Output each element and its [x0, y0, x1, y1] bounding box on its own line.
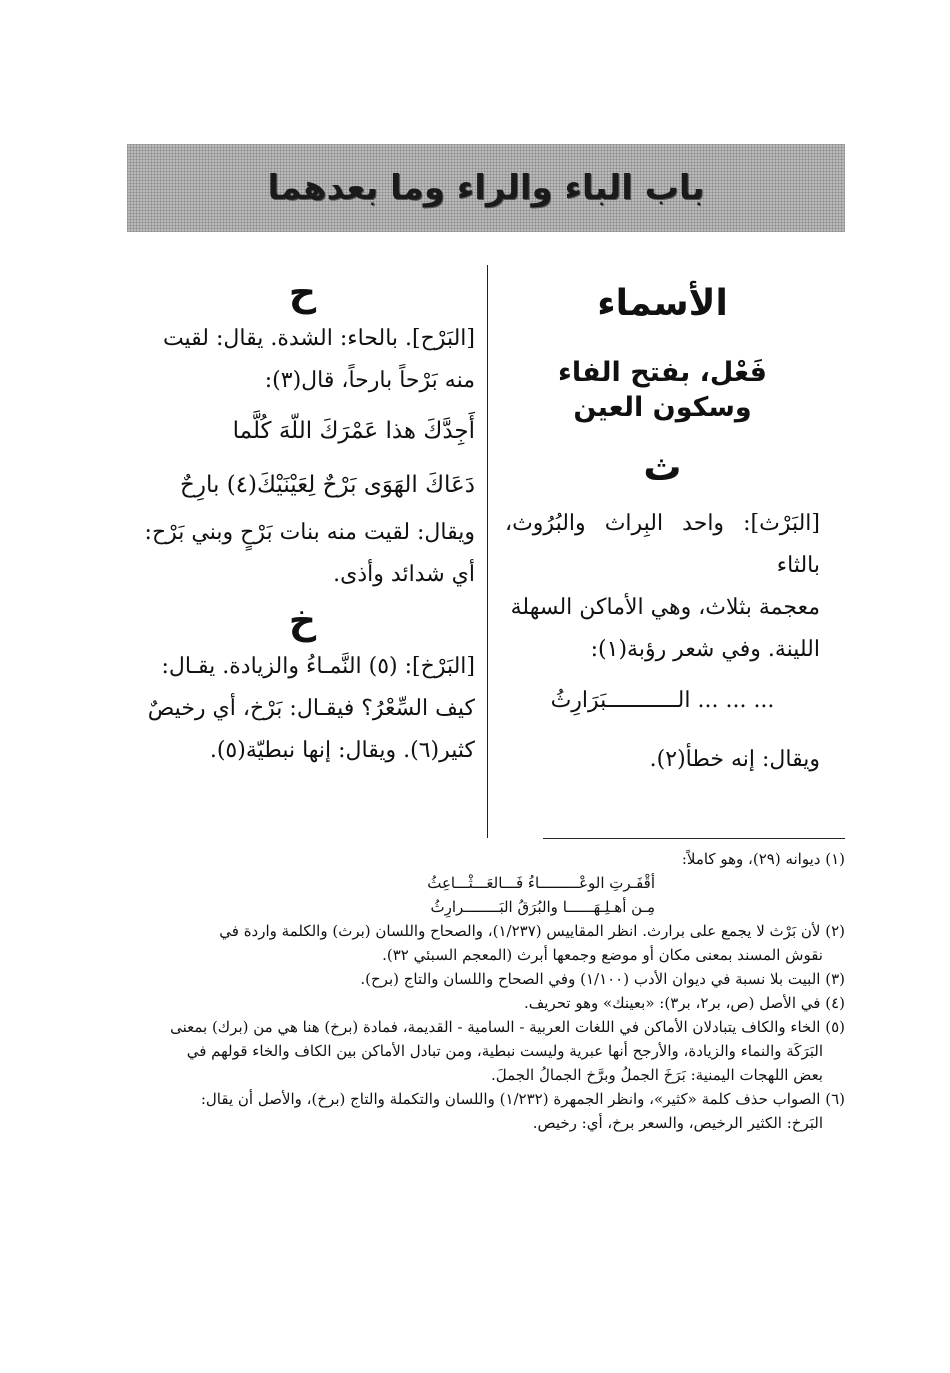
- footnote-5-continued: بعض اللهجات اليمنية: بَرَخَ الجملُ وبرَّخ الجمالُ الجملَ.: [491, 1066, 823, 1084]
- letter-heading-tha: ث: [643, 445, 682, 490]
- entry-closing: ويقال: إنه خطأ(٢).: [649, 747, 820, 773]
- entry-line: منه بَرْحاً بارحاً، قال(٣):: [264, 367, 475, 393]
- entry-line: كثير(٦). ويقال: إنها نبطيّة(٥).: [209, 737, 475, 763]
- letter-heading-kha: خ: [288, 597, 317, 642]
- footnote-4: (٤) في الأصل (ص، بر٢، بر٣): «بعينك» وهو تحريف.: [524, 994, 845, 1012]
- footnote-verse: مِـن أهـلِـهَــــــا والبُرَقُ البَــــــــرارِثُ: [430, 898, 655, 916]
- footnote-5-continued: البَرَكَة والنماء والزيادة، والأرجح أنها عبرية وليست نبطية، ومن تبادل الأماكن بين الكاف والخاء قولهم في: [186, 1042, 823, 1060]
- entry-line: اللينة. وفي شعر رؤبة(١):: [590, 637, 820, 663]
- chapter-banner: [127, 144, 845, 232]
- section-heading: الأسماء: [597, 283, 728, 324]
- entry-line: [البَرْث]: واحد البِراث والبُرُوث، بالثاء: [505, 511, 820, 579]
- footnote-6: (٦) الصواب حذف كلمة «كثير»، وانظر الجمهرة (١/٢٣٢) واللسان والتكملة والتاج (برخ)، والأصل أن يقال:: [200, 1090, 845, 1108]
- footnotes: [135, 847, 845, 1135]
- right-column: [505, 282, 820, 781]
- chapter-title: باب الباء والراء وما بعدهما: [267, 168, 705, 208]
- footnote-5: (٥) الخاء والكاف يتبادلان الأماكن في اللغات العربية - السامية - القديمة، فمادة (برخ) هنا هي من (برك) بمعنى: [170, 1018, 845, 1036]
- poem-verse: دَعَاكَ الهَوَى بَرْحٌ لِعَيْنَيْكَ(٤) بارِحٌ: [180, 471, 475, 498]
- entry-line: [البَرْح]. بالحاء: الشدة. يقال: لقيت: [162, 325, 475, 351]
- footnote-6-continued: البَرخ: الكثير الرخيص، والسعر برخ، أي: رخيص.: [532, 1114, 823, 1132]
- column-divider: [487, 265, 488, 838]
- left-column: [130, 272, 475, 772]
- footnote-divider: [543, 838, 845, 839]
- footnote-2-continued: نقوش المسند بمعنى مكان أو موضع وجمعها أبرث (المعجم السبئي ٣٢).: [382, 946, 823, 964]
- footnote-1: (١) ديوانه (٢٩)، وهو كاملاً:: [681, 850, 845, 868]
- entry-line: [البَرْخ]: (٥) النَّمـاءُ والزيادة. يقـال:: [161, 653, 475, 679]
- entry-line: ويقال: لقيت منه بنات بَرْحٍ وبني بَرْح:: [144, 519, 475, 545]
- letter-heading-ha: ح: [288, 270, 317, 314]
- entry-line: كيف السِّعْرُ؟ فيقـال: بَرْخ، أي رخيصٌ: [147, 695, 475, 721]
- poem-verse: أَجِدَّكَ هذا عَمْرَكَ اللّهَ كُلَّما: [232, 417, 475, 444]
- footnote-3: (٣) البيت بلا نسبة في ديوان الأدب (١/١٠٠) وفي الصحاح واللسان والتاج (برح).: [360, 970, 845, 988]
- verse-fragment: ... ... ... الـــــــــــبَرَارِثُ: [550, 688, 775, 714]
- footnote-verse: أقْفَـرتِ الوعْـــــــــاءُ فَـــالعَـــثْـــاعِثُ: [427, 874, 655, 892]
- footnote-2: (٢) لأن بَرْث لا يجمع على برارث. انظر المقاييس (١/٢٣٧)، والصحاح واللسان (برث) والكلمة واردة في: [219, 922, 845, 940]
- entry-line: معجمة بثلاث، وهي الأماكن السهلة: [510, 595, 820, 621]
- pattern-heading: فَعْل، بفتح الفاء وسكون العين: [558, 357, 767, 424]
- entry-line: أي شدائد وأذى.: [333, 561, 475, 587]
